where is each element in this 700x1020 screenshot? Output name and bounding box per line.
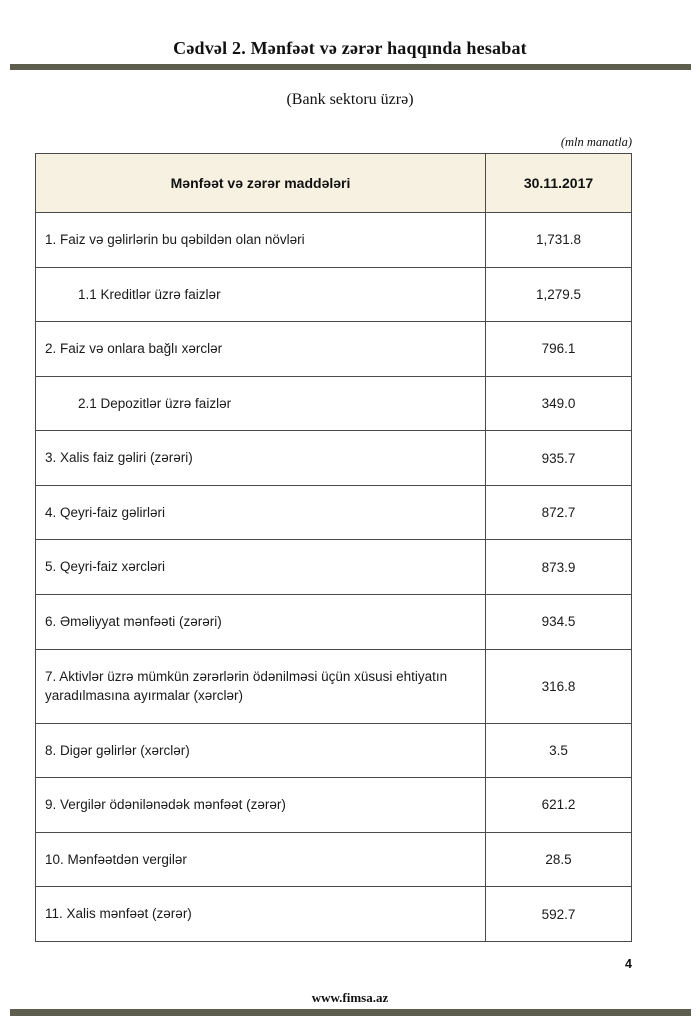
row-value: 796.1 [486,322,632,377]
row-value: 1,279.5 [486,267,632,322]
table-row [36,431,632,486]
row-value: 935.7 [486,431,632,486]
report-title: Cədvəl 2. Mənfəət və zərər haqqında hesabat [173,38,527,58]
row-label: 11. Xalis mənfəət (zərər) [36,887,486,942]
row-value: 592.7 [486,887,632,942]
unit-note: (mln manatla) [560,135,632,149]
row-value: 349.0 [486,376,632,431]
footer-url: www.fimsa.az [311,990,389,1005]
row-label: 8. Digər gəlirlər (xərclər) [36,723,486,778]
table-row [36,594,632,649]
table-row [36,267,632,322]
row-value: 316.8 [486,649,632,723]
table-row [36,778,632,833]
top-divider [10,64,691,70]
table-row [36,832,632,887]
row-value: 3.5 [486,723,632,778]
row-label: 1. Faiz və gəlirlərin bu qəbildən olan növləri [36,213,486,268]
table-row [36,213,632,268]
row-label: 9. Vergilər ödənilənədək mənfəət (zərər) [36,778,486,833]
row-label: 1.1 Kreditlər üzrə faizlər [36,267,486,322]
table-row [36,376,632,431]
row-label: 3. Xalis faiz gəliri (zərəri) [36,431,486,486]
row-value: 872.7 [486,485,632,540]
row-value: 621.2 [486,778,632,833]
row-label: 6. Əməliyyat mənfəəti (zərəri) [36,594,486,649]
row-label: 7. Aktivlər üzrə mümkün zərərlərin ödənilməsi üçün xüsusi ehtiyatın yaradılmasına ayırmalar (xərclər) [36,649,486,723]
row-value: 873.9 [486,540,632,595]
report-table-body [36,213,632,942]
table-row [36,887,632,942]
page-number: 4 [625,957,632,971]
row-label: 5. Qeyri-faiz xərcləri [36,540,486,595]
column-header-items: Mənfəət və zərər maddələri [36,154,486,213]
table-header-row [36,154,632,213]
table-row [36,322,632,377]
table-row [36,649,632,723]
column-header-date: 30.11.2017 [486,154,632,213]
profit-loss-table [35,153,632,942]
table-row [36,540,632,595]
report-subtitle: (Bank sektoru üzrə) [286,91,414,108]
row-value: 934.5 [486,594,632,649]
row-label: 4. Qeyri-faiz gəlirləri [36,485,486,540]
table-row [36,485,632,540]
row-value: 28.5 [486,832,632,887]
row-value: 1,731.8 [486,213,632,268]
table-row [36,723,632,778]
bottom-divider [10,1009,691,1016]
row-label: 10. Mənfəətdən vergilər [36,832,486,887]
row-label: 2.1 Depozitlər üzrə faizlər [36,376,486,431]
row-label: 2. Faiz və onlara bağlı xərclər [36,322,486,377]
